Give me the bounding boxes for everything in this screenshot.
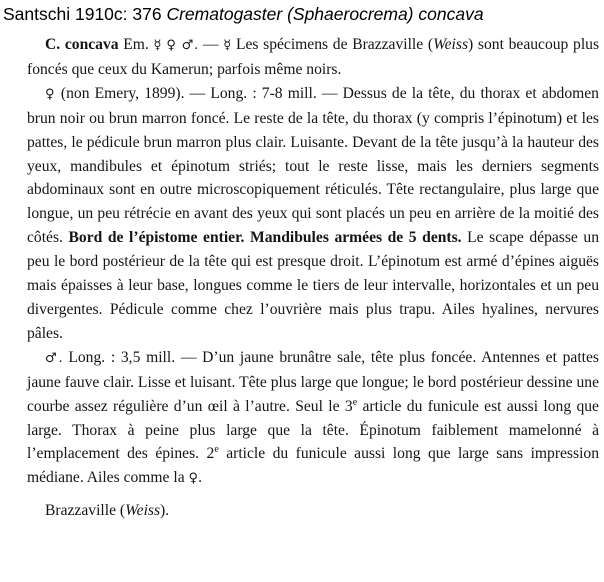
male-symbol: ♂. (45, 350, 63, 366)
caste-symbols: ☿ ♀ ♂. (153, 38, 199, 53)
paragraph-male (27, 346, 599, 491)
species-name: C. concava (45, 36, 119, 53)
locality-end: ). (160, 502, 170, 520)
collector-name: Weiss (433, 36, 469, 53)
paragraph-intro (27, 33, 599, 82)
male-text-c: article du funicule aussi long que large sans impression médiane. Ailes comme la (27, 445, 599, 487)
female-symbol-end: ♀ (188, 471, 199, 487)
male-text-end: . (198, 469, 202, 487)
locality: Brazzaville ( (45, 502, 126, 520)
taxon-name: Crematogaster (Sphaerocrema) concava (166, 4, 484, 24)
male-text-a: Long. : 3,5 mill. — D’un jaune brunâtre sale, tête plus foncée. Antennes et pattes jaune fauve clair. Lisse et luisant. Tête plus large que longue; le bord postérieur dessine une courbe assez régulière d’un œil à l’autre. Seul le 3 (27, 348, 600, 415)
worker-symbol: ☿ (223, 38, 232, 53)
citation: Santschi 1910c: 376 (3, 4, 162, 24)
locality-collector: Weiss (125, 502, 161, 520)
female-bold-text: Bord de l’épistome entier. Mandibules armées de 5 dents. (68, 229, 462, 247)
paragraph-locality (27, 499, 599, 523)
dash: — (202, 36, 219, 53)
author: Em. (123, 36, 149, 53)
superscript-2: e (214, 444, 219, 456)
male-text-b: article du funicule est aussi long que large. Thorax à peine plus large que la tête. Épinotum faiblement mamelonné à l’emplacement des épines. 2 (27, 397, 599, 463)
intro-text-a: Les spécimens de Brazzaville ( (235, 36, 434, 53)
paragraph-female (27, 82, 599, 346)
description-text (27, 33, 599, 523)
female-symbol: ♀ (45, 86, 56, 102)
citation-header (3, 2, 484, 26)
female-text-b: Le scape dépasse un peu le bord postérieur de la tête qui est presque droit. L’épinotum est armé d’épines aiguës mais épaisses à leur base, longues comme le tiers de leur intervalle, horizontales et un peu divergentes. Pédicule comme chez l’ouvrière mais plus trapu. Ailes hyalines, nervures pâles. (27, 229, 600, 342)
female-text-a: (non Emery, 1899). — Long. : 7-8 mill. — Dessus de la tête, du thorax et abdomen brun noir ou brun marron foncé. Le reste de la tête, du thorax (y compris l’épinotum) et les pattes, le pédicule brun marron plus clair. Luisante. Devant de la tête jusqu’à la hauteur des yeux, mandibules et épinotum striés; tout le reste lisse, mais les derniers segments abdominaux sont en outre microscopiquement réticulés. Tête rectangulaire, plus large que longue, un peu rétrécie en avant des yeux qui sont placés un peu en arrière de la moitié des côtés. (27, 84, 599, 247)
intro-text-b: ) sont beaucoup plus foncés que ceux du Kamerun; parfois même noirs. (27, 36, 600, 78)
superscript-1: e (352, 396, 358, 408)
